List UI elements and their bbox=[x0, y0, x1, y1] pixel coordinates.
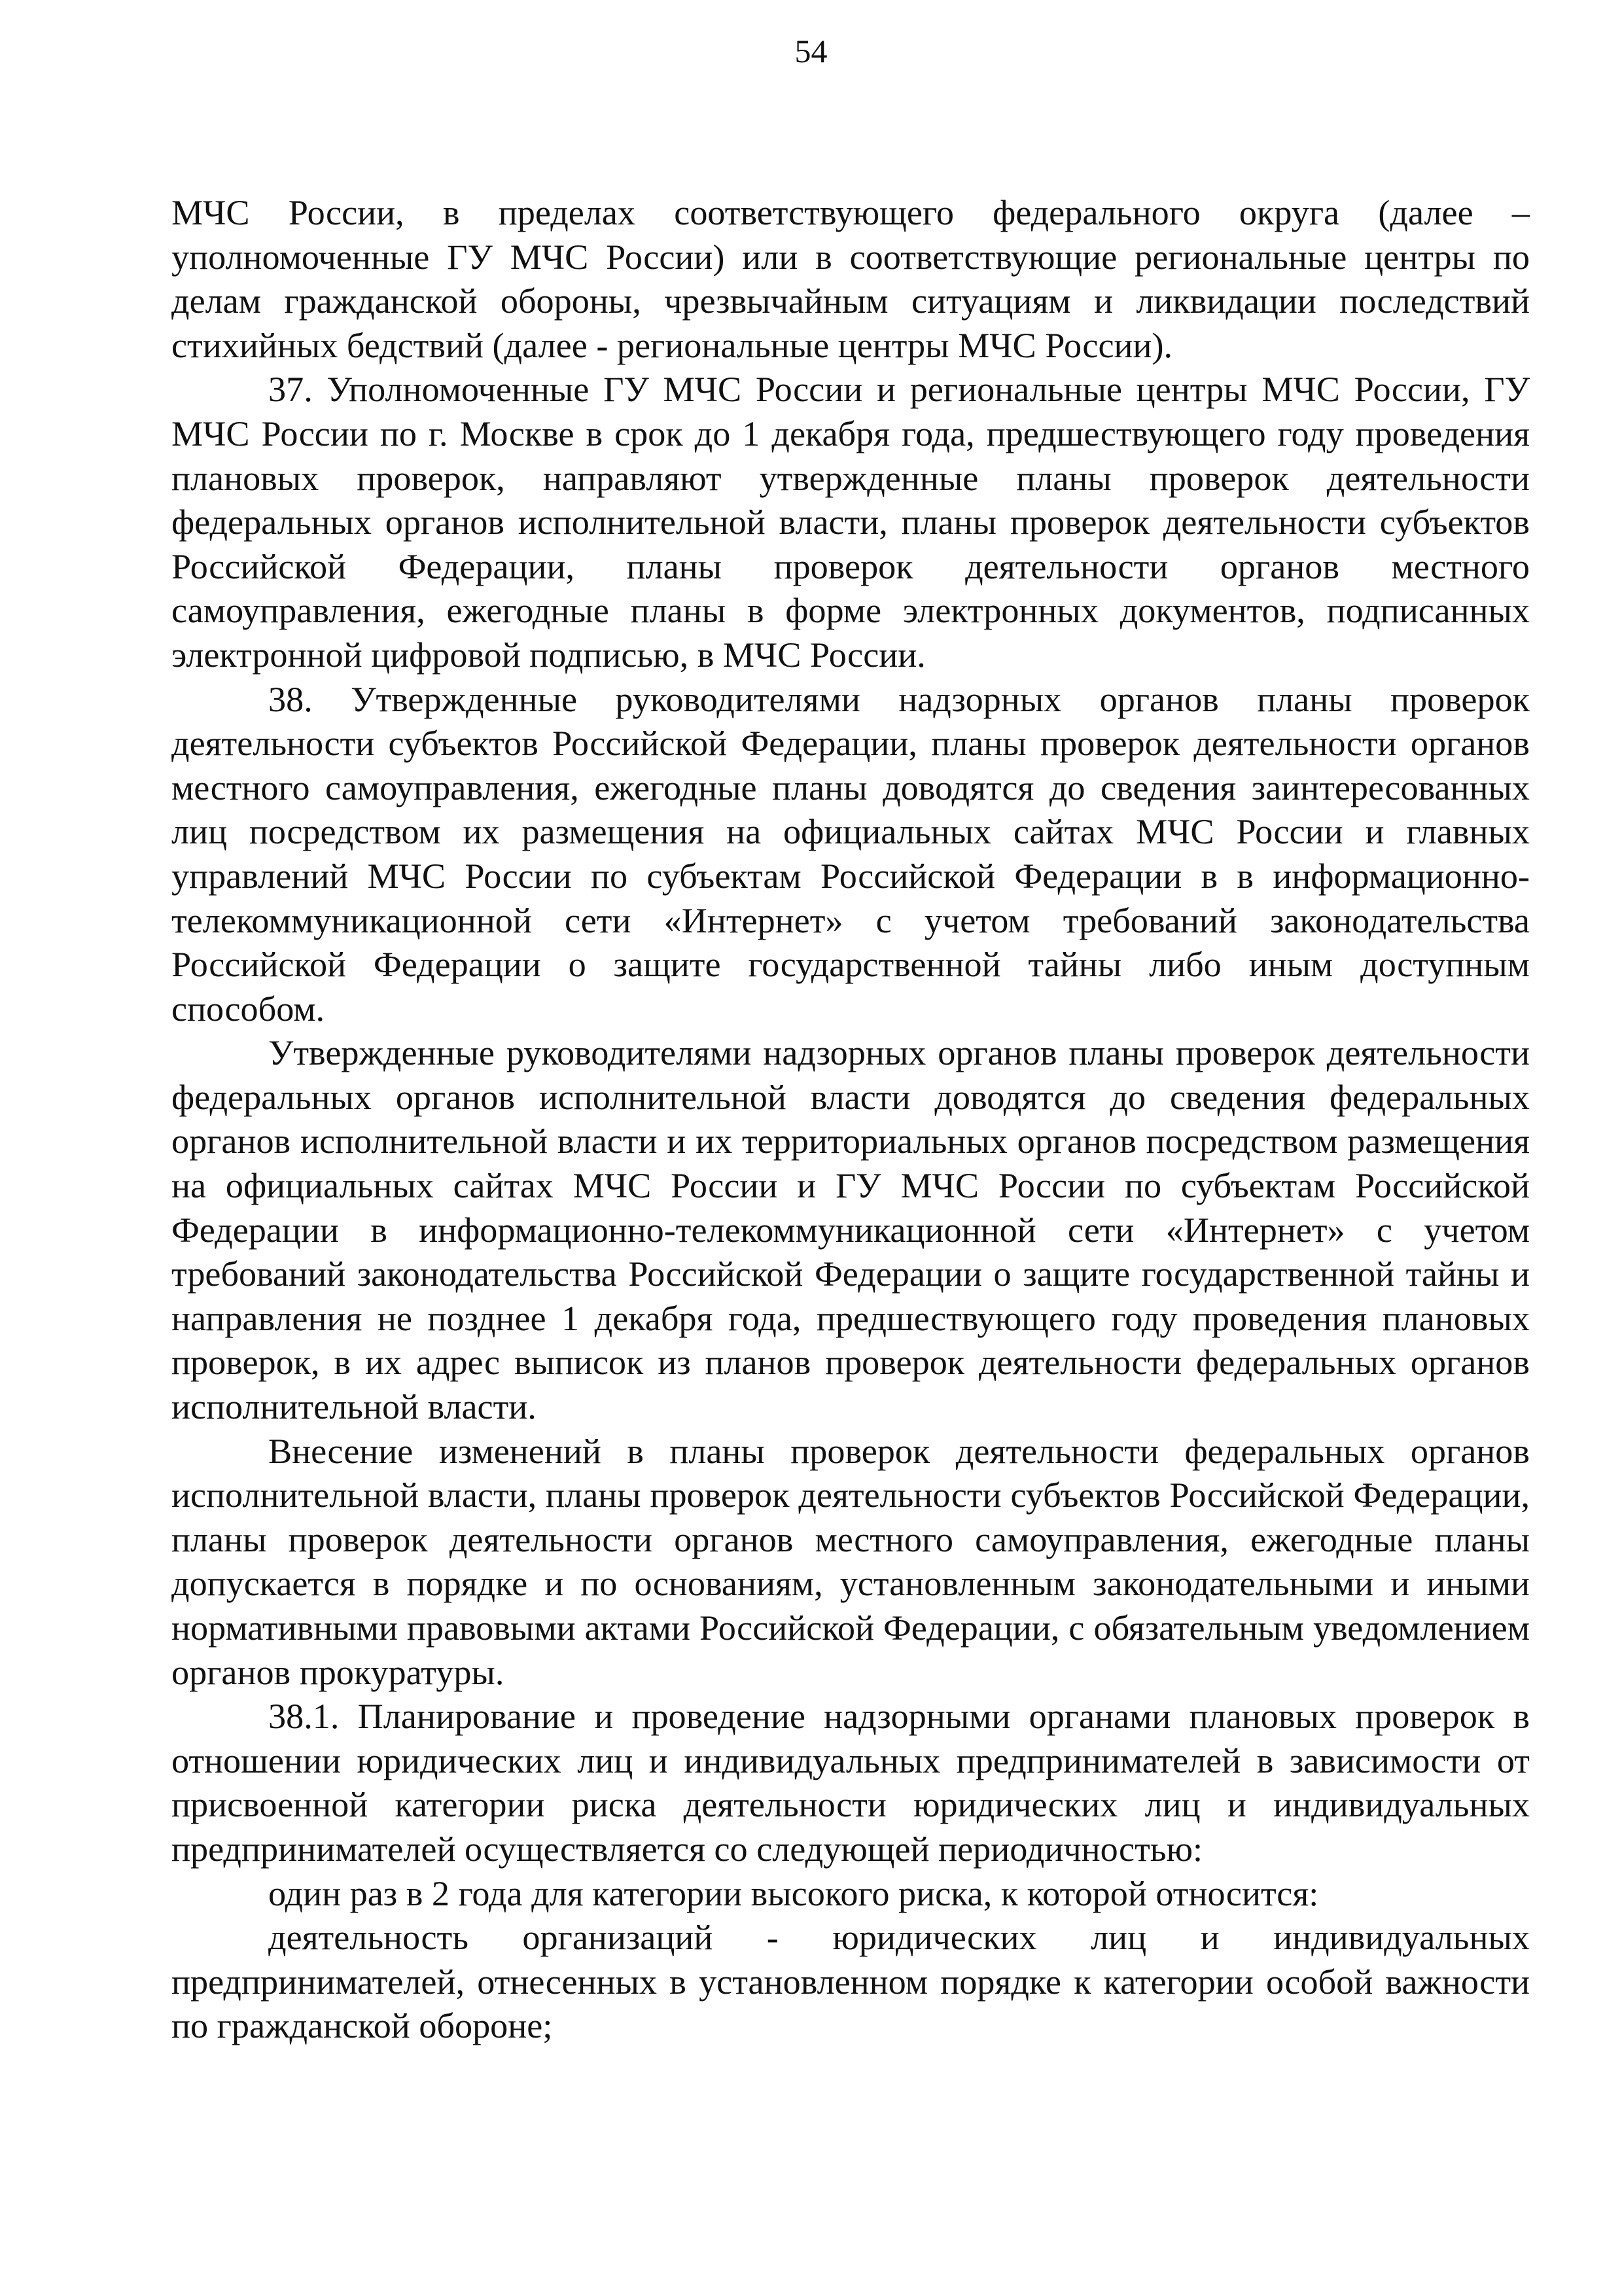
paragraph-plan-changes: Внесение изменений в планы проверок деятельности федеральных органов исполнительной власти, планы проверок деятельности субъектов Российской Федерации, планы проверок деятельности органов местного самоуправления, ежегодные планы допускается в порядке и по основаниям, установленным законодательными и иными нормативными правовыми актами Российской Федерации, с обязательным уведомлением органов прокуратуры. bbox=[171, 1431, 1530, 1692]
paragraph-high-risk: один раз в 2 года для категории высокого риска, к которой относится: bbox=[268, 1873, 1319, 1913]
document-body bbox=[171, 191, 1530, 2049]
page-number: 54 bbox=[794, 33, 828, 69]
paragraph-38-1: 38.1. Планирование и проведение надзорными органами плановых проверок в отношении юридических лиц и индивидуальных предпринимателей в зависимости от присвоенной категории риска деятельности юридических лиц и индивидуальных предпринимателей осуществляется со следующей периодичностью: bbox=[171, 1697, 1530, 1869]
paragraph-37: 37. Уполномоченные ГУ МЧС России и региональные центры МЧС России, ГУ МЧС России по г. Москве в срок до 1 декабря года, предшествующего году проведения плановых проверок, направляют утвержденные планы проверок деятельности федеральных органов исполнительной власти, планы проверок деятельности субъектов Российской Федерации, планы проверок деятельности органов местного самоуправления, ежегодные планы в форме электронных документов, подписанных электронной цифровой подписью, в МЧС России. bbox=[171, 370, 1530, 675]
paragraph-federal-plans: Утвержденные руководителями надзорных органов планы проверок деятельности федеральных органов исполнительной власти доводятся до сведения федеральных органов исполнительной власти и их территориальных органов посредством размещения на официальных сайтах МЧС России и ГУ МЧС России по субъектам Российской Федерации в информационно-телекоммуникационной сети «Интернет» с учетом требований законодательства Российской Федерации о защите государственной тайны и направления не позднее 1 декабря года, предшествующего году проведения плановых проверок, в их адрес выписок из планов проверок деятельности федеральных органов исполнительной власти. bbox=[171, 1033, 1530, 1427]
paragraph-civil-defense: деятельность организаций - юридических лиц и индивидуальных предпринимателей, отнесенных в установленном порядке к категории особой важности по гражданской обороне; bbox=[171, 1918, 1530, 2046]
paragraph-continuation: МЧС России, в пределах соответствующего федерального округа (далее – уполномоченные ГУ МЧС России) или в соответствующие региональные центры по делам гражданской обороны, чрезвычайным ситуациям и ликвидации последствий стихийных бедствий (далее - региональные центры МЧС России). bbox=[171, 193, 1530, 365]
paragraph-38: 38. Утвержденные руководителями надзорных органов планы проверок деятельности субъектов Российской Федерации, планы проверок деятельности органов местного самоуправления, ежегодные планы доводятся до сведения заинтересованных лиц посредством их размещения на официальных сайтах МЧС России и главных управлений МЧС России по субъектам Российской Федерации в в информационно-телекоммуникационной сети «Интернет» с учетом требований законодательства Российской Федерации о защите государственной тайны либо иным доступным способом. bbox=[171, 679, 1530, 1029]
